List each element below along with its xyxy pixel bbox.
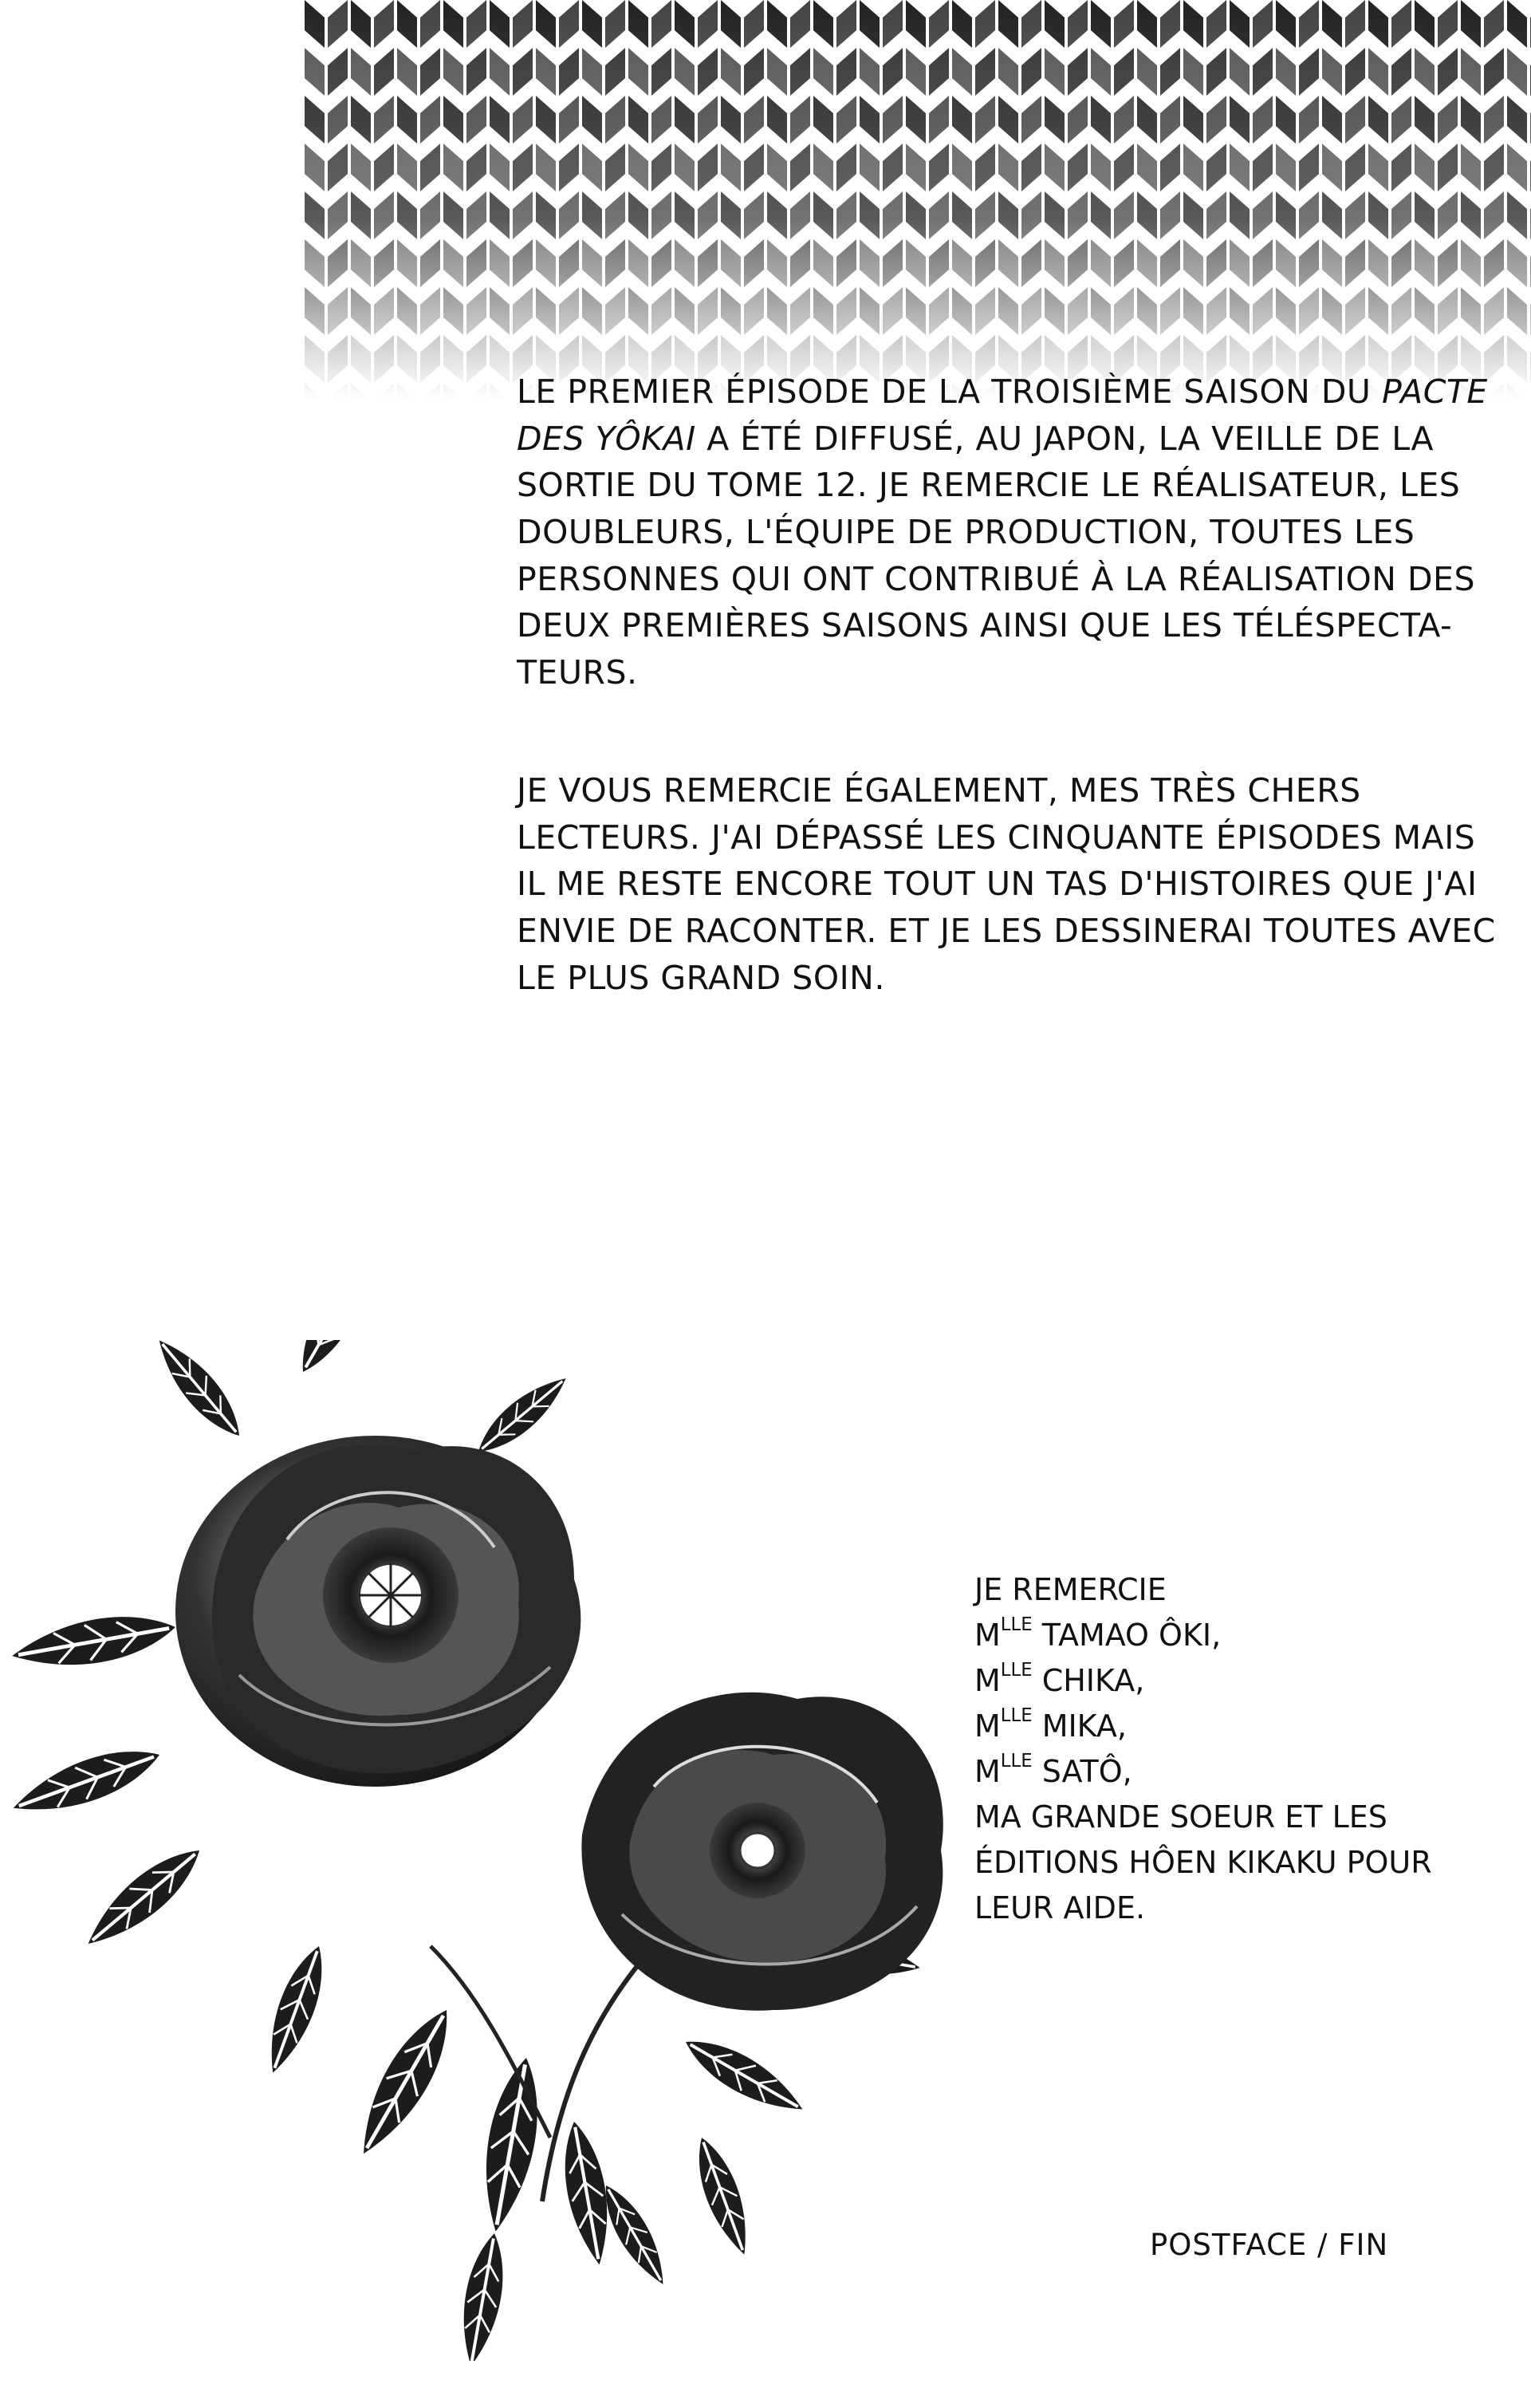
text-segment: LE PREMIER ÉPISODE DE LA TROISIÈME SAISON DU	[517, 372, 1382, 411]
text-line	[517, 602, 1453, 649]
thanks-intro: JE REMERCIE	[974, 1572, 1167, 1607]
person-name: TAMAO ÔKI,	[1032, 1618, 1222, 1653]
text-line	[517, 368, 1488, 416]
text-line	[517, 416, 1435, 463]
peony-bloom-left	[175, 1436, 581, 1787]
honorific-sup: LLE	[1000, 1614, 1033, 1635]
person-name: SATÔ,	[1032, 1754, 1132, 1789]
thanks-closing-line: MA GRANDE SOEUR ET LES	[974, 1799, 1387, 1835]
thanks-closing-line: LEUR AIDE.	[974, 1890, 1146, 1925]
title-italic: DES YÔKAI	[517, 419, 696, 458]
peony-bloom-right	[581, 1693, 943, 2011]
text-line	[517, 649, 1402, 696]
text-segment: SORTIE DU TOME 12. JE REMERCIE LE RÉALISATEUR, LES	[517, 466, 1461, 505]
text-line	[517, 556, 1475, 603]
text-segment: DEUX PREMIÈRES SAISONS AINSI QUE LES TÉLÉSPECTA-	[517, 606, 1453, 645]
person-name: CHIKA,	[1032, 1663, 1145, 1698]
honorific-sup: LLE	[1000, 1751, 1033, 1772]
text-line: IL ME RESTE ENCORE TOUT UN TAS D'HISTOIRES QUE J'AI	[517, 865, 1478, 904]
honorific: M	[974, 1618, 1001, 1653]
text-line	[517, 509, 1415, 556]
honorific-sup: LLE	[1000, 1705, 1033, 1726]
text-line: LE PLUS GRAND SOIN.	[517, 958, 885, 997]
text-line: ENVIE DE RACONTER. ET JE LES DESSINERAI TOUTES AVEC	[517, 911, 1496, 950]
text-line: JE VOUS REMERCIE ÉGALEMENT, MES TRÈS CHERS	[517, 771, 1361, 810]
acknowledgements	[974, 1567, 1485, 1931]
honorific: M	[974, 1708, 1001, 1744]
afterword-paragraph-1	[517, 368, 1488, 696]
person-name: MIKA,	[1032, 1708, 1128, 1744]
text-line: LECTEURS. J'AI DÉPASSÉ LES CINQUANTE ÉPISODES MAIS	[517, 818, 1476, 857]
honorific-sup: LLE	[1000, 1660, 1033, 1681]
yagasuri-pattern	[303, 0, 1531, 399]
title-italic: PACTE	[1381, 372, 1488, 411]
honorific: M	[974, 1754, 1001, 1789]
thanks-person	[974, 1704, 1485, 1749]
text-segment: A ÉTÉ DIFFUSÉ, AU JAPON, LA VEILLE DE LA	[695, 419, 1435, 458]
postface-end-label: POSTFACE / FIN	[1150, 2228, 1389, 2262]
thanks-person	[974, 1613, 1485, 1658]
thanks-person	[974, 1749, 1485, 1795]
thanks-person	[974, 1658, 1485, 1704]
afterword-paragraph-2	[517, 767, 1496, 1001]
text-segment: PERSONNES QUI ONT CONTRIBUÉ À LA RÉALISATION DES	[517, 559, 1475, 598]
honorific: M	[974, 1663, 1001, 1698]
peony-illustration	[0, 1340, 1021, 2361]
text-line	[517, 462, 1461, 509]
thanks-closing-line: ÉDITIONS HÔEN KIKAKU POUR	[974, 1845, 1432, 1880]
text-segment: DOUBLEURS, L'ÉQUIPE DE PRODUCTION, TOUTES LES	[517, 512, 1415, 551]
text-segment: TEURS.	[517, 652, 638, 692]
